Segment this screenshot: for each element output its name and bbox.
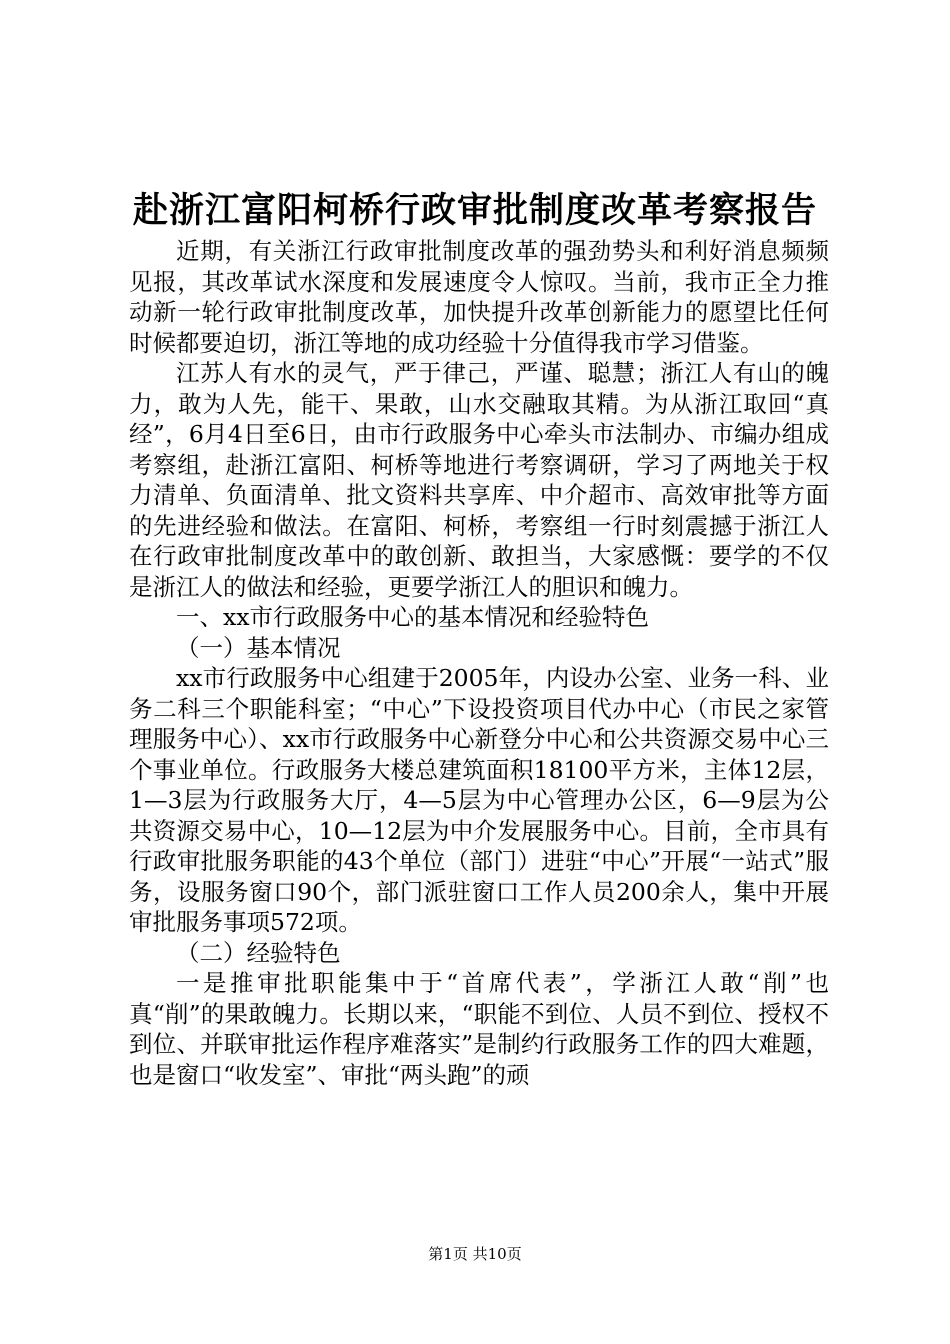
document-body [129, 236, 829, 1090]
paragraph-background: 江苏人有水的灵气，严于律己，严谨、聪慧；浙江人有山的魄力，敢为人先，能干、果敢，山水交融取其精。为从浙江取回“真经”，6月4日至6日，由市行政服务中心牵头市法制办、市编办组成考察组，赴浙江富阳、柯桥等地进行考察调研，学习了两地关于权力清单、负面清单、批文资料共享库、中介超市、高效审批等方面的先进经验和做法。在富阳、柯桥，考察组一行时刻震撼于浙江人在行政审批制度改革中的敢创新、敢担当，大家感慨：要学的不仅是浙江人的做法和经验，更要学浙江人的胆识和魄力。 [129, 359, 829, 601]
subsection-heading-experience: （二）经验特色 [176, 938, 341, 967]
page-footer: 第1页 共10页 [428, 1245, 522, 1263]
paragraph-intro: 近期，有关浙江行政审批制度改革的强劲势头和利好消息频频见报，其改革试水深度和发展速度令人惊叹。当前，我市正全力推动新一轮行政审批制度改革，加快提升改革创新能力的愿望比任何时候都要迫切，浙江等地的成功经验十分值得我市学习借鉴。 [129, 237, 829, 357]
paragraph-experience-1: 一是推审批职能集中于“首席代表”，学浙江人敢“削”也真“削”的果敢魄力。长期以来，“职能不到位、人员不到位、授权不到位、并联审批运作程序难落实”是制约行政服务工作的四大难题，也是窗口“收发室”、审批“两头跑”的顽 [129, 969, 829, 1089]
subsection-heading-basic: （一）基本情况 [176, 633, 341, 662]
section-heading-1: 一、xx市行政服务中心的基本情况和经验特色 [176, 603, 650, 631]
document-title: 赴浙江富阳柯桥行政审批制度改革考察报告 [132, 190, 817, 231]
paragraph-basic-info: xx市行政服务中心组建于2005年，内设办公室、业务一科、业务二科三个职能科室；“中心”下设投资项目代办中心（市民之家管理服务中心）、xx市行政服务中心新登分中心和公共资源交易中心三个事业单位。行政服务大楼总建筑面积18100平方米，主体12层，1—3层为行政服务大厅，4—5层为中心管理办公区，6—9层为公共资源交易中心，10—12层为中介发展服务中心。目前，全市具有行政审批服务职能的43个单位（部门）进驻“中心”开展“一站式”服务，设服务窗口90个，部门派驻窗口工作人员200余人，集中开展审批服务事项572项。 [129, 664, 829, 936]
